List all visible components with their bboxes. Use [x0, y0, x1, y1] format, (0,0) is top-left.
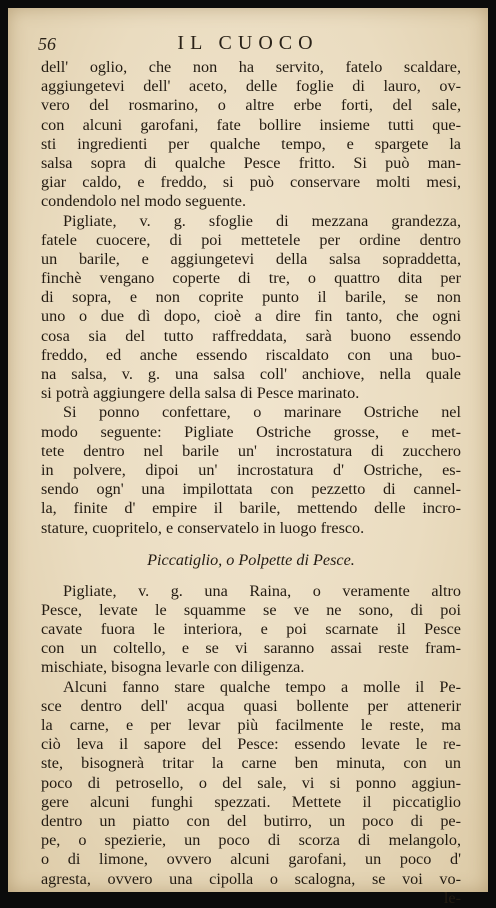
text-line: vero del rosmarino, o altre erbe forti, del sale, — [41, 96, 461, 115]
text-line: sti ingredienti per qualche tempo, e spargete la — [41, 134, 461, 153]
text-line: poco di petrosello, o del sale, vi si ponno aggiun- — [41, 773, 461, 792]
text-line: la carne, e per levar più facilmente le reste, ma — [41, 716, 461, 734]
text-line: pe, o spezierie, un poco di scorza di melangolo, — [41, 831, 461, 850]
text-line: modo seguente: Pigliate Ostriche grosse, e met- — [41, 422, 461, 441]
text-line: Si ponno confettare, o marinare Ostriche nel — [63, 403, 461, 422]
text-line: dentro un piatto con del butirro, un poco di pe- — [41, 811, 461, 830]
text-line: di sopra, e non coprite punto il barile, se non — [41, 288, 461, 307]
text-line: la, finite d' empire il barile, mettendo delle incro- — [41, 499, 461, 518]
text-line: agresta, ovvero una cipolla o scalogna, se voi vo- — [41, 869, 461, 888]
text-line: si potrà aggiungere della salsa di Pesce marinato. — [41, 384, 360, 403]
text-line: gere alcuni funghi spezzati. Mettete il piccatiglio — [41, 792, 461, 811]
text-line: con alcuni garofani, fate bollire insieme tutti que- — [41, 115, 461, 134]
text-line: aggiungetevi dell' aceto, delle foglie di lauro, ov- — [41, 77, 461, 96]
text-line: stature, cuopritelo, e conservatelo in luogo fresco. — [41, 518, 365, 537]
text-line: giar caldo, e freddo, si può conservare molti mesi, — [41, 173, 461, 192]
text-line: salsa sopra di qualche Pesce fritto. Si può man- — [41, 153, 461, 172]
text-line: condendolo nel modo seguente. — [41, 192, 246, 211]
catchword: le- — [443, 888, 461, 907]
text-line: finchè vengano coperte di tre, o quattro dita per — [41, 269, 461, 288]
text-line: na salsa, v. g. una salsa coll' anchiove, nella quale — [41, 365, 461, 383]
text-line: un barile, e aggiungetevi della salsa sopraddetta, — [41, 249, 461, 268]
text-line: cavate fuora le interiora, e poi scarnate il Pesce — [41, 620, 461, 639]
text-line: ste, bisognerà tritar la carne ben minuta, con un — [41, 754, 461, 773]
text-line: sce dentro dell' acqua quasi bollente per attenerir — [41, 696, 461, 715]
text-line: Pesce, levate le squamme se ve ne sono, di poi — [41, 600, 461, 619]
text-line: mischiate, bisogna levarle con diligenza. — [41, 658, 305, 677]
text-line: o di limone, ovvero alcuni garofani, un poco d' — [41, 850, 461, 869]
text-line: fatele cuocere, di poi mettetele per ordine dentro — [41, 230, 461, 249]
text-line: con un coltello, e se vi saranno assai reste fram- — [41, 639, 461, 658]
section-heading: Piccatiglio, o Polpette di Pesce. — [147, 550, 355, 569]
text-line: Alcuni fanno stare qualche tempo a molle il Pe- — [63, 677, 461, 696]
text-line: freddo, ed anche essendo riscaldato con una buo- — [41, 345, 461, 364]
text-line: sendo ogn' una impilottata con pezzetto di cannel- — [41, 480, 461, 499]
text-line: ciò leva il sapore del Pesce: essendo levate le re- — [41, 735, 461, 754]
text-line: dell' oglio, che non ha servito, fatelo scaldare, — [41, 58, 461, 76]
page-number: 56 — [38, 34, 56, 54]
text-line: Pigliate, v. g. sfoglie di mezzana grandezza, — [63, 211, 461, 230]
running-title: IL CUOCO — [177, 32, 319, 54]
text-line: Pigliate, v. g. una Raina, o veramente altro — [63, 581, 461, 600]
text-line: tete dentro nel barile un' incrostatura di zucchero — [41, 441, 461, 460]
book-page — [8, 8, 488, 907]
text-line: in polvere, dipoi un' incrostatura d' Ostriche, es- — [41, 460, 461, 479]
text-line: cosa sia del tutto raffreddata, sarà buono essendo — [41, 326, 461, 345]
page-header — [38, 30, 458, 56]
text-line: uno o due dì dopo, cioè a dire fin tanto, che ogni — [41, 307, 461, 326]
body-text — [41, 58, 461, 908]
